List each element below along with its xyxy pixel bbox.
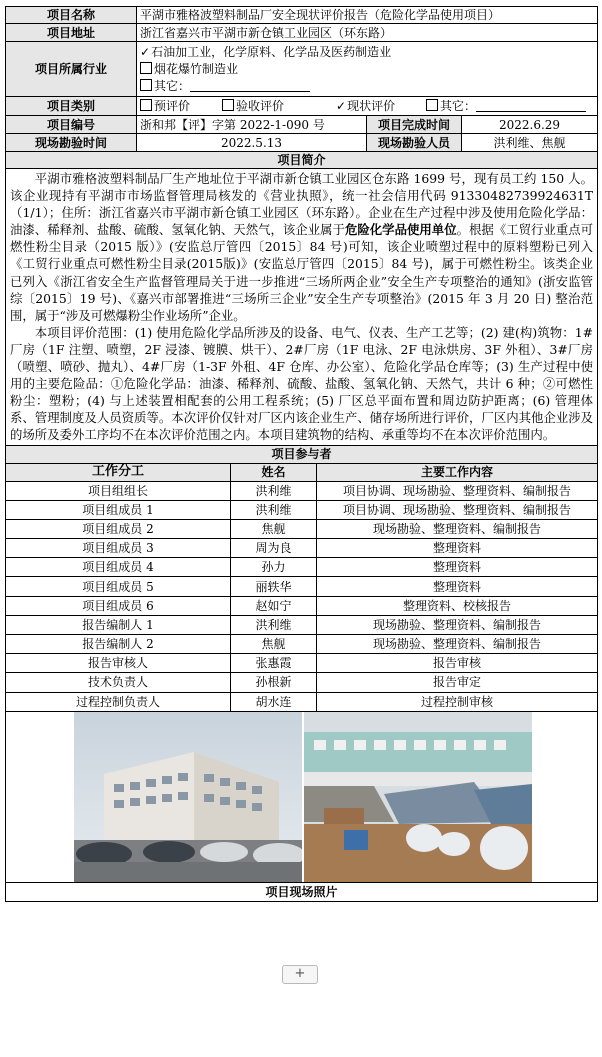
type-other-blank xyxy=(476,99,586,112)
intro-paragraph-2: 本项目评价范围：(1) 使用危险化学品所涉及的设备、电气、仪表、生产工艺等；(2) 建(构)筑物：1#厂房（1F 注塑、喷塑，2F 浸漆、镀膜、烘干）、2#厂房（1F 电泳、2F 电泳烘房、3F 外租）、3#厂房（喷塑、喷砂、抛丸）、4#厂房（1-3F 外租、4F 仓库、办公室）、危险化学品仓库等；(3) 生产过程中使用的主要危险品：①危险化学品：油漆、稀释剂、硫酸、盐酸、氢氧化钠、天然气，共计 6 种；②可燃性粉尘：塑粉；(4) 与上述装置相配套的公用工程系统；(5) 厂区总平面布置和周边防护距离；(6) 管理体系、管理制度及人员资质等。本次评价仅针对厂区内该企业生产、储存场所进行评价，厂区内其他企业涉及的场所及委外工序均不在本次评价范围之内。本项目建筑物的结构、承重等均不在本次评价范围内。 xyxy=(10,324,594,443)
intro-paragraph-1: 平湖市雅格波塑料制品厂生产地址位于平湖市新仓镇工业园区仓东路 1699 号，现有员工约 150 人。该企业现持有平湖市市场监督管理局核发的《营业执照》，统一社会信用代码 91330482739924631T（1/1）；住所：浙江省嘉兴市平湖市新仓镇工业园区（环东路）。企业在生产过程中涉及使用危险化学品：油漆、稀释剂、盐酸、硫酸、氢氧化钠、天然气，该企业属于危险化学品使用单位。根据《工贸行业重点可燃性粉尘目录（2015 版）》(安监总厅管四〔2015〕84 号)可知，该企业喷塑过程中的原料塑粉已列入《工贸行业重点可燃性粉尘目录(2015版)》(安监总厅管四〔2015〕84 号)，属于可燃性粉尘。该类企业已列入《浙江省安全生产监督管理局关于进一步推进“三场所两企业”安全生产专项整治的通知》(浙安监管综〔2015〕19 号)、《嘉兴市部署推进“三场所三企业”安全生产专项整治》(2015 年 3 月 20 日) 整治范围，属于“涉及可燃爆粉尘作业场所”企业。 xyxy=(10,171,594,323)
industry-options xyxy=(137,42,598,97)
participant-role: 项目组成员 4 xyxy=(6,558,231,577)
industry-other-blank xyxy=(190,79,310,92)
site-photos-caption: 项目现场照片 xyxy=(6,882,598,901)
site-photo-yard xyxy=(304,712,532,882)
participant-work: 整理资料 xyxy=(317,577,598,596)
participant-name: 胡水连 xyxy=(231,692,317,711)
participant-role: 报告编制人 2 xyxy=(6,635,231,654)
project-address-value: 浙江省嘉兴市平湖市新仓镇工业园区（环东路） xyxy=(137,24,598,42)
participant-row xyxy=(6,635,598,654)
participant-role: 过程控制负责人 xyxy=(6,692,231,711)
participant-row xyxy=(6,500,598,519)
participant-name: 丽轶华 xyxy=(231,577,317,596)
participant-role: 项目组成员 3 xyxy=(6,539,231,558)
project-type-label: 项目类别 xyxy=(6,97,137,116)
project-number-value: 浙和邦【评】字第 2022-1-090 号 xyxy=(137,116,367,134)
participant-work: 报告审核 xyxy=(317,654,598,673)
participant-work: 现场勘验、整理资料、编制报告 xyxy=(317,615,598,634)
industry-option-other[interactable]: 其它： xyxy=(140,78,594,95)
project-name-label: 项目名称 xyxy=(6,7,137,24)
participant-role: 项目组成员 5 xyxy=(6,577,231,596)
checkbox-empty-icon xyxy=(140,99,152,111)
participant-work: 报告审定 xyxy=(317,673,598,692)
checkbox-empty-icon xyxy=(426,99,438,111)
participant-work: 现场勘验、整理资料、编制报告 xyxy=(317,519,598,538)
participant-name: 周为良 xyxy=(231,539,317,558)
survey-staff-value: 洪利维、焦舰 xyxy=(462,134,598,152)
participants-col-name: 姓名 xyxy=(231,463,317,481)
participant-name: 焦舰 xyxy=(231,519,317,538)
project-type-options xyxy=(137,97,598,116)
industry-option-fireworks[interactable]: 烟花爆竹制造业 xyxy=(140,61,594,78)
participant-row xyxy=(6,692,598,711)
project-name-value: 平湖市雅格波塑料制品厂安全现状评价报告（危险化学品使用项目） xyxy=(137,7,598,24)
industry-label: 项目所属行业 xyxy=(6,42,137,97)
checkmark-icon: ✓ xyxy=(140,44,151,59)
participant-name: 孙根新 xyxy=(231,673,317,692)
participant-work: 整理资料 xyxy=(317,539,598,558)
participant-work: 整理资料 xyxy=(317,558,598,577)
completion-date-label: 项目完成时间 xyxy=(367,116,462,134)
participant-row xyxy=(6,654,598,673)
participant-work: 过程控制审核 xyxy=(317,692,598,711)
checkbox-empty-icon xyxy=(222,99,234,111)
participant-role: 项目组成员 1 xyxy=(6,500,231,519)
participant-row xyxy=(6,577,598,596)
participant-role: 项目组成员 2 xyxy=(6,519,231,538)
participants-heading: 项目参与者 xyxy=(6,445,598,463)
site-photo-building xyxy=(74,712,302,882)
type-option-pre[interactable]: 预评价 xyxy=(140,98,222,114)
participant-role: 技术负责人 xyxy=(6,673,231,692)
type-option-current[interactable]: ✓现状评价 xyxy=(336,99,396,113)
participant-row xyxy=(6,539,598,558)
participant-name: 洪利维 xyxy=(231,615,317,634)
intro-body xyxy=(6,169,598,446)
participant-work: 项目协调、现场勘验、整理资料、编制报告 xyxy=(317,481,598,500)
participant-work: 整理资料、校核报告 xyxy=(317,596,598,615)
participant-row xyxy=(6,481,598,500)
participant-role: 项目组组长 xyxy=(6,481,231,500)
participant-name: 张惠霞 xyxy=(231,654,317,673)
participants-col-work: 主要工作内容 xyxy=(317,463,598,481)
participant-role: 报告编制人 1 xyxy=(6,615,231,634)
project-info-table xyxy=(5,6,598,902)
completion-date-value: 2022.6.29 xyxy=(462,116,598,134)
survey-date-value: 2022.5.13 xyxy=(137,134,367,152)
participants-col-role: 工作分工 xyxy=(6,463,231,481)
expand-button[interactable]: + xyxy=(282,965,318,984)
survey-date-label: 现场勘验时间 xyxy=(6,134,137,152)
participant-name: 赵如宁 xyxy=(231,596,317,615)
participant-row xyxy=(6,519,598,538)
participant-name: 洪利维 xyxy=(231,481,317,500)
participant-work: 项目协调、现场勘验、整理资料、编制报告 xyxy=(317,500,598,519)
participant-name: 洪利维 xyxy=(231,500,317,519)
checkbox-empty-icon xyxy=(140,62,152,74)
intro-heading: 项目简介 xyxy=(6,152,598,169)
survey-staff-label: 现场勘验人员 xyxy=(367,134,462,152)
participant-row xyxy=(6,673,598,692)
site-photos-cell xyxy=(6,711,598,882)
participant-role: 项目组成员 6 xyxy=(6,596,231,615)
participant-row xyxy=(6,596,598,615)
participant-row xyxy=(6,615,598,634)
report-sheet xyxy=(5,6,597,902)
participant-role: 报告审核人 xyxy=(6,654,231,673)
checkbox-empty-icon xyxy=(140,79,152,91)
project-address-label: 项目地址 xyxy=(6,24,137,42)
participants-rows xyxy=(6,481,598,711)
industry-option-petro[interactable]: ✓石油加工业，化学原料、化学品及医药制造业 xyxy=(140,44,392,59)
participant-work: 现场勘验、整理资料、编制报告 xyxy=(317,635,598,654)
type-option-acceptance[interactable]: 验收评价 xyxy=(222,98,336,114)
participant-name: 焦舰 xyxy=(231,635,317,654)
project-number-label: 项目编号 xyxy=(6,116,137,134)
type-option-other[interactable]: 其它： xyxy=(426,99,586,113)
checkmark-icon: ✓ xyxy=(336,99,347,113)
participant-row xyxy=(6,558,598,577)
participant-name: 孙力 xyxy=(231,558,317,577)
